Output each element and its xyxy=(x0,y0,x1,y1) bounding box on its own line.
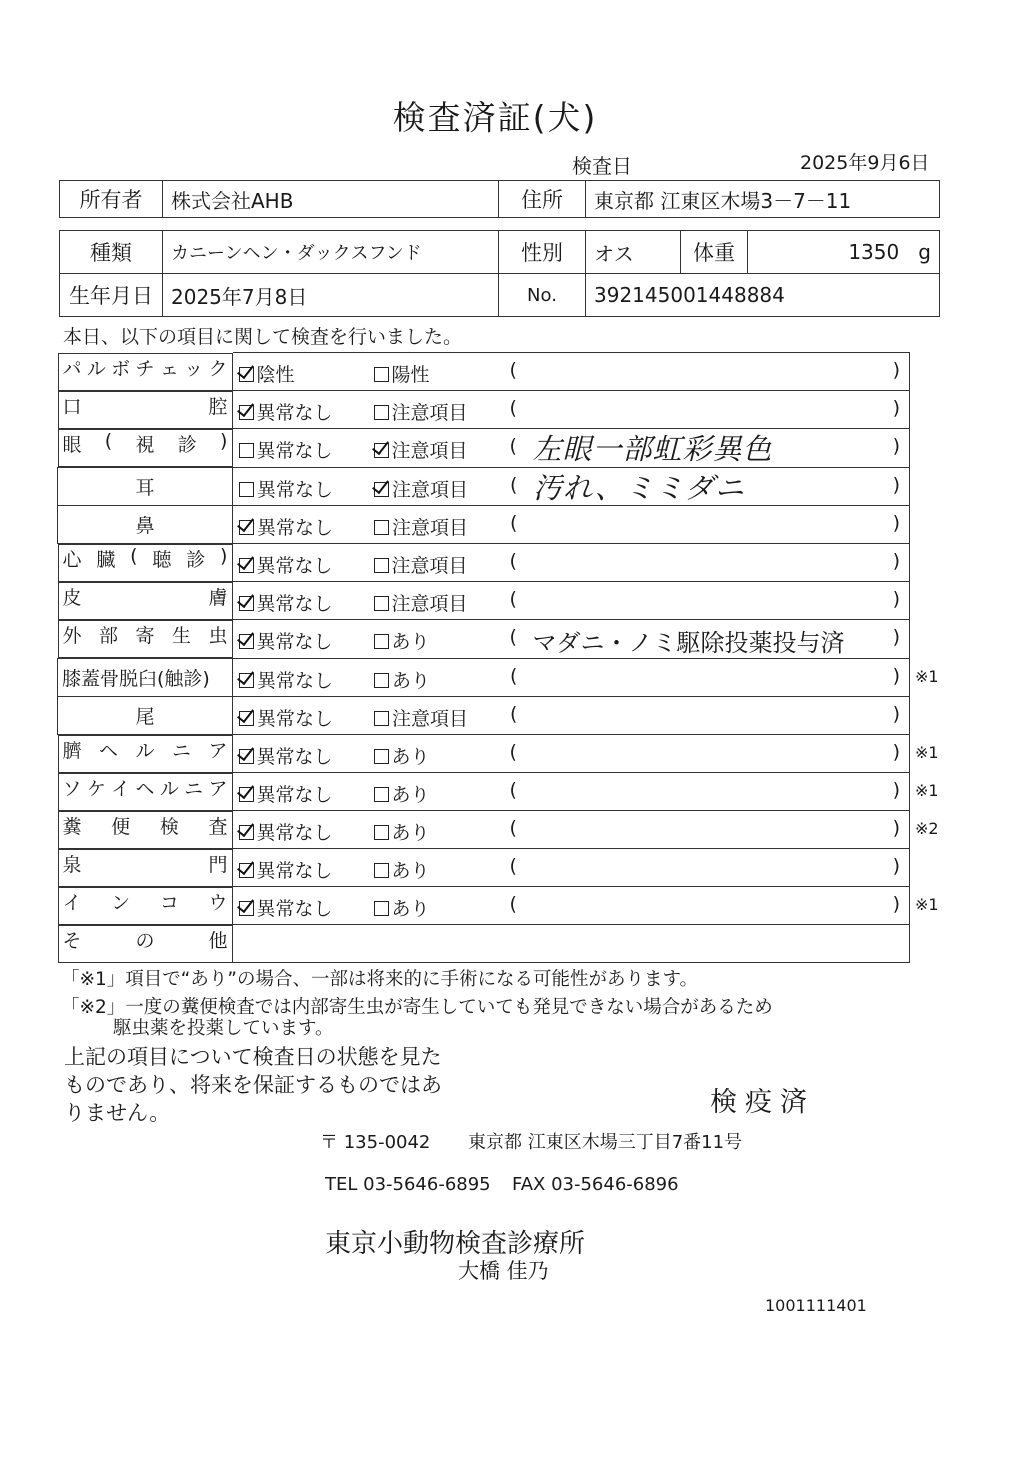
check-item-name: 膝蓋骨脱臼(触診) xyxy=(58,658,233,696)
check-item-name xyxy=(58,811,233,849)
check-item-char: 外 xyxy=(62,624,82,647)
checkbox-icon[interactable] xyxy=(374,634,389,649)
check-item-name xyxy=(58,773,233,811)
paren-close: ) xyxy=(892,702,900,725)
check-note: 汚れ、ミミダニ xyxy=(533,470,745,505)
check-result xyxy=(233,734,910,773)
owner-table xyxy=(59,180,940,218)
other-label xyxy=(58,925,233,963)
option-2-label: 注意項目 xyxy=(392,707,469,730)
check-item-char: ( xyxy=(104,429,113,452)
id-label: No. xyxy=(499,274,586,317)
option-2 xyxy=(374,513,468,540)
check-item-name xyxy=(58,391,233,429)
birth-value: 2025年7月8日 xyxy=(163,274,499,317)
paren-open: ( xyxy=(509,359,517,381)
check-result xyxy=(233,543,910,582)
check-row xyxy=(58,391,910,429)
checkbox-icon[interactable] xyxy=(239,825,254,840)
checkbox-icon[interactable] xyxy=(374,596,389,611)
breed-value: カニーンヘン・ダックスフンド xyxy=(163,231,499,274)
check-item-char: ( xyxy=(130,544,138,567)
check-item-char: 聴 xyxy=(152,548,172,571)
doctor-name: 大橋 佳乃 xyxy=(458,1259,549,1283)
check-item-name: 耳 xyxy=(58,467,233,505)
check-item-name: 尾 xyxy=(58,696,233,734)
check-item-name xyxy=(58,849,233,887)
paren-close: ) xyxy=(892,511,900,534)
check-row xyxy=(58,620,910,659)
paren-close: ) xyxy=(892,893,900,915)
paren-open: ( xyxy=(509,740,517,763)
option-2 xyxy=(374,856,430,883)
checkbox-icon[interactable] xyxy=(239,673,254,688)
option-1-label: 異常なし xyxy=(256,402,333,424)
check-item-char: 寄 xyxy=(135,624,155,647)
option-2 xyxy=(374,627,430,654)
option-2-label: 注意項目 xyxy=(391,593,468,615)
check-item-char: 部 xyxy=(98,624,118,647)
option-1 xyxy=(239,818,333,845)
check-row xyxy=(58,353,910,391)
check-item-char: ) xyxy=(220,544,228,567)
option-2-label: 注意項目 xyxy=(391,440,468,462)
checkbox-icon[interactable] xyxy=(374,558,389,573)
check-item-char: ニ xyxy=(171,739,191,762)
check-item-char: ン xyxy=(111,891,131,914)
option-2-label: 注意項目 xyxy=(392,478,469,501)
check-row-other xyxy=(58,925,910,963)
option-2-label: あり xyxy=(392,669,431,692)
paren-close: ) xyxy=(892,817,900,839)
checkbox-icon[interactable] xyxy=(239,749,254,764)
serial-number: 1001111401 xyxy=(765,1296,867,1315)
option-2 xyxy=(374,475,468,502)
birth-label: 生年月日 xyxy=(60,274,163,317)
check-result xyxy=(233,391,910,429)
check-note: マダニ・ノミ駆除投薬投与済 xyxy=(532,629,845,657)
clinic-name: 東京小動物検査診療所 xyxy=(325,1229,586,1259)
paren-close: ) xyxy=(892,855,900,877)
paren-open: ( xyxy=(509,779,517,801)
check-result xyxy=(233,353,910,391)
check-item-char: チ xyxy=(135,357,155,380)
check-item-name xyxy=(58,887,233,925)
check-result xyxy=(233,505,910,543)
paren-open: ( xyxy=(509,588,517,610)
check-item-name xyxy=(58,544,233,582)
paren-open: ( xyxy=(510,511,518,534)
check-item-char: ル xyxy=(159,777,179,800)
paren-open: ( xyxy=(509,397,517,419)
paren-open: ( xyxy=(509,549,517,572)
option-2 xyxy=(374,589,468,616)
paren-close: ) xyxy=(892,549,900,572)
check-result xyxy=(233,811,910,849)
footnote-2-cont: 駆虫薬を投薬しています。 xyxy=(113,1018,334,1039)
option-1 xyxy=(239,589,333,616)
check-item-char: 他 xyxy=(208,929,228,952)
check-item-char: の xyxy=(135,929,155,952)
checkbox-icon[interactable] xyxy=(239,787,254,802)
check-item-char: 査 xyxy=(208,815,228,838)
checkbox-icon[interactable] xyxy=(374,520,389,535)
paren-close: ) xyxy=(892,779,900,801)
paren-open: ( xyxy=(509,855,517,877)
checkbox-icon[interactable] xyxy=(239,558,254,573)
paren-close: ) xyxy=(892,359,900,381)
check-result xyxy=(233,467,910,505)
disclaimer: 上記の項目について検査日の状態を見たものであり、将来を保証するものではありません。 xyxy=(64,1045,442,1125)
inspection-date: 2025年9月6日 xyxy=(800,152,930,174)
check-item-name xyxy=(58,429,233,467)
option-2-label: 注意項目 xyxy=(391,402,468,424)
option-2 xyxy=(374,398,468,425)
option-1-label: 異常なし xyxy=(256,440,333,462)
paren-open: ( xyxy=(509,435,517,457)
option-2 xyxy=(374,436,468,463)
option-1-label: 異常なし xyxy=(256,745,333,768)
check-item-char: ヘ xyxy=(135,777,155,800)
option-1 xyxy=(239,436,333,463)
check-item-char: ア xyxy=(208,777,228,800)
check-result xyxy=(233,429,910,468)
checkbox-icon[interactable] xyxy=(374,711,389,726)
option-1-label: 異常なし xyxy=(257,669,334,692)
check-item-char: 診 xyxy=(177,433,197,456)
check-item-char: ソ xyxy=(62,777,82,800)
option-2-label: 注意項目 xyxy=(392,516,469,539)
check-item-char: ウ xyxy=(208,891,228,914)
sex-value: オス xyxy=(586,231,681,274)
check-item-name xyxy=(58,353,233,391)
check-item-char: 生 xyxy=(171,624,191,647)
inspection-date-label: 検査日 xyxy=(572,154,632,178)
owner-label: 所有者 xyxy=(60,181,163,218)
check-row xyxy=(58,505,910,543)
check-item-char: 検 xyxy=(159,815,179,838)
clinic-postal: 〒 135-0042 xyxy=(320,1132,431,1153)
check-row xyxy=(58,696,910,734)
check-item-char: 臍 xyxy=(62,739,82,762)
option-1 xyxy=(239,360,295,387)
option-1 xyxy=(239,704,333,731)
checkbox-icon[interactable] xyxy=(374,405,389,420)
option-1-label: 異常なし xyxy=(256,593,333,615)
check-result xyxy=(233,849,910,887)
option-2-label: あり xyxy=(391,822,430,844)
checkbox-icon[interactable] xyxy=(239,520,254,535)
check-item-char: ル xyxy=(135,739,155,762)
checkbox-icon[interactable] xyxy=(374,749,389,764)
paren-open: ( xyxy=(509,817,517,839)
option-2 xyxy=(374,894,430,921)
option-2-label: あり xyxy=(391,860,430,882)
check-item-char: 心 xyxy=(62,548,82,571)
check-item-char: 腔 xyxy=(208,395,228,418)
other-value xyxy=(233,925,910,963)
intro-text: 本日、以下の項目に関して検査を行いました。 xyxy=(63,326,463,348)
weight-unit: g xyxy=(918,240,931,264)
check-result xyxy=(233,620,910,659)
check-item-char: ニ xyxy=(184,777,204,800)
check-row xyxy=(58,582,910,620)
check-result xyxy=(233,887,910,925)
paren-open: ( xyxy=(509,893,517,915)
check-item-char: 膚 xyxy=(208,586,228,609)
paren-close: ) xyxy=(892,397,900,419)
check-item-char: 糞 xyxy=(62,815,82,838)
quarantine-stamp-text: 検疫済 xyxy=(710,1087,815,1118)
checkbox-icon[interactable] xyxy=(239,634,254,649)
checkbox-icon[interactable] xyxy=(374,825,389,840)
option-1 xyxy=(239,894,333,921)
document-title: 検査済証(犬) xyxy=(392,98,598,137)
clinic-tel: TEL 03-5646-6895 xyxy=(325,1174,491,1195)
check-row xyxy=(58,887,910,925)
option-1 xyxy=(239,475,333,502)
check-item-char: パ xyxy=(62,357,82,380)
check-item-name xyxy=(58,735,233,773)
pet-table xyxy=(59,230,940,317)
checkbox-icon[interactable] xyxy=(239,863,254,878)
option-2 xyxy=(374,360,430,387)
checkbox-icon[interactable] xyxy=(374,367,389,382)
checkbox-icon[interactable] xyxy=(374,443,389,458)
option-1-label: 異常なし xyxy=(256,784,333,806)
option-1-label: 異常なし xyxy=(256,822,333,844)
breed-label: 種類 xyxy=(60,231,163,274)
option-1 xyxy=(239,666,333,693)
check-row xyxy=(58,429,910,468)
checkbox-icon[interactable] xyxy=(374,787,389,802)
footnote-1: 「※1」項目で“あり”の場合、一部は将来的に手術になる可能性があります。 xyxy=(61,969,698,990)
checkbox-icon[interactable] xyxy=(374,863,389,878)
checkbox-icon[interactable] xyxy=(239,367,254,382)
option-2 xyxy=(374,780,430,807)
check-row xyxy=(58,849,910,887)
footnote-mark: ※2 xyxy=(915,819,939,838)
check-row xyxy=(58,734,910,773)
check-result xyxy=(233,773,910,811)
option-1-label: 陰性 xyxy=(256,364,295,386)
check-result xyxy=(233,696,910,734)
checkbox-icon[interactable] xyxy=(239,443,254,458)
check-result xyxy=(233,582,910,620)
check-note: 左眼一部虹彩異色 xyxy=(532,432,773,466)
check-item-char: ア xyxy=(208,739,228,762)
check-item-char: ) xyxy=(220,429,228,452)
check-row xyxy=(58,543,910,582)
sex-label: 性別 xyxy=(499,231,586,274)
check-item-char: コ xyxy=(159,891,179,914)
option-2 xyxy=(374,666,430,693)
weight-cell xyxy=(748,231,940,274)
option-2 xyxy=(374,704,468,731)
paren-close: ) xyxy=(892,473,900,496)
paren-close: ) xyxy=(892,740,900,763)
check-item-char: 虫 xyxy=(208,624,228,647)
check-item-char: ク xyxy=(208,357,228,380)
check-item-char: 視 xyxy=(135,433,155,456)
check-item-char: ッ xyxy=(184,357,204,380)
footnote-mark: ※1 xyxy=(915,743,939,762)
paren-open: ( xyxy=(510,473,518,496)
check-item-char: ボ xyxy=(111,357,131,380)
option-1 xyxy=(239,627,333,654)
checkbox-icon[interactable] xyxy=(239,596,254,611)
check-item-char: 皮 xyxy=(62,586,82,609)
check-row xyxy=(58,467,910,505)
paren-close: ) xyxy=(892,664,900,687)
checkbox-icon[interactable] xyxy=(374,673,389,688)
check-item-name xyxy=(58,582,233,620)
paren-open: ( xyxy=(510,664,518,687)
option-1 xyxy=(239,551,333,578)
check-item-char: そ xyxy=(62,929,82,952)
id-value: 392145001448884 xyxy=(586,274,940,317)
footnote-mark: ※1 xyxy=(915,781,939,800)
weight-label: 体重 xyxy=(681,231,748,274)
option-1-label: 異常なし xyxy=(256,554,333,577)
paren-open: ( xyxy=(509,626,517,648)
owner-value: 株式会社AHB xyxy=(163,181,499,218)
option-2-label: あり xyxy=(391,631,430,653)
option-1 xyxy=(239,742,333,769)
check-item-char: 診 xyxy=(186,548,206,571)
option-1-label: 異常なし xyxy=(256,631,333,653)
check-item-char: ケ xyxy=(86,777,106,800)
checkbox-icon[interactable] xyxy=(239,901,254,916)
check-item-char: イ xyxy=(111,777,131,800)
paren-open: ( xyxy=(510,702,518,725)
check-item-char: 門 xyxy=(208,853,228,876)
check-item-name: 鼻 xyxy=(58,505,233,543)
footnote-2: 「※2」一度の糞便検査では内部寄生虫が寄生していても発見できない場合があるため xyxy=(61,997,773,1018)
check-item-char: イ xyxy=(62,891,82,914)
check-item-char: 眼 xyxy=(62,433,82,456)
paren-close: ) xyxy=(892,588,900,610)
paren-close: ) xyxy=(892,435,900,457)
checkbox-icon[interactable] xyxy=(239,711,254,726)
check-item-char: 口 xyxy=(62,395,82,418)
option-2 xyxy=(374,742,430,769)
check-item-char: 臓 xyxy=(96,548,116,571)
check-row xyxy=(58,658,910,696)
clinic-address: 東京都 江東区木場三丁目7番11号 xyxy=(468,1132,743,1153)
checkbox-icon[interactable] xyxy=(374,901,389,916)
footnote-mark: ※1 xyxy=(915,895,939,914)
address-label: 住所 xyxy=(499,181,586,218)
checkbox-icon[interactable] xyxy=(239,482,254,497)
checkbox-icon[interactable] xyxy=(374,482,389,497)
option-1-label: 異常なし xyxy=(256,898,333,920)
check-item-char: ヘ xyxy=(98,739,118,762)
checkbox-icon[interactable] xyxy=(239,405,254,420)
check-item-char: 便 xyxy=(111,815,131,838)
option-2-label: 陽性 xyxy=(391,364,430,386)
footnote-mark: ※1 xyxy=(915,667,939,686)
option-1-label: 異常なし xyxy=(257,478,334,501)
paren-close: ) xyxy=(892,626,900,648)
address-value: 東京都 江東区木場3－7－11 xyxy=(586,181,940,218)
check-item-char: 泉 xyxy=(62,853,82,876)
check-row xyxy=(58,773,910,811)
clinic-fax: FAX 03-5646-6896 xyxy=(512,1174,679,1195)
check-item-char: ル xyxy=(86,357,106,380)
option-1 xyxy=(239,856,333,883)
check-item-char: ェ xyxy=(159,357,179,380)
inspection-checklist xyxy=(57,352,910,963)
weight-value: 1350 xyxy=(848,240,900,264)
option-1 xyxy=(239,780,333,807)
option-2-label: あり xyxy=(391,898,430,920)
check-item-name xyxy=(58,620,233,658)
option-2-label: 注意項目 xyxy=(391,554,468,577)
option-2 xyxy=(374,818,430,845)
option-1-label: 異常なし xyxy=(257,707,334,730)
option-1-label: 異常なし xyxy=(256,860,333,882)
option-2 xyxy=(374,551,468,578)
check-result xyxy=(233,658,910,696)
option-1 xyxy=(239,398,333,425)
option-1-label: 異常なし xyxy=(257,516,334,539)
option-2-label: あり xyxy=(391,784,430,806)
check-row xyxy=(58,811,910,849)
option-2-label: あり xyxy=(391,745,430,768)
option-1 xyxy=(239,513,333,540)
